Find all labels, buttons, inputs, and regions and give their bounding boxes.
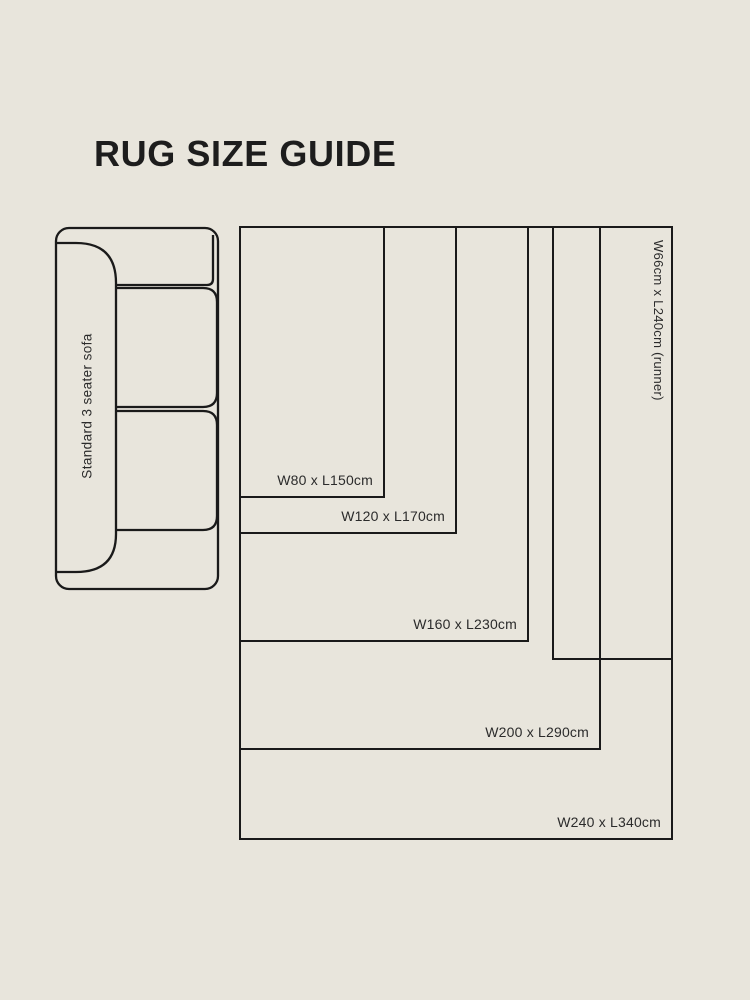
sofa-armrest-divider-shape	[116, 235, 213, 285]
rug-rect-runner	[552, 226, 673, 660]
rug-label-w160: W160 x L230cm	[413, 616, 517, 632]
rug-label-w120: W120 x L170cm	[341, 508, 445, 524]
rug-label-w200: W200 x L290cm	[485, 724, 589, 740]
rug-label-w80: W80 x L150cm	[277, 472, 373, 488]
rug-label-w240: W240 x L340cm	[557, 814, 661, 830]
sofa-cushion-2-shape	[116, 411, 217, 530]
rug-label-runner: W66cm x L240cm (runner)	[651, 240, 666, 401]
sofa-cushion-1-shape	[116, 288, 217, 407]
sofa-illustration	[48, 220, 228, 598]
page-title: RUG SIZE GUIDE	[94, 133, 397, 174]
sofa-label: Standard 3 seater sofa	[79, 333, 95, 479]
rug-rect-w80	[239, 226, 385, 498]
